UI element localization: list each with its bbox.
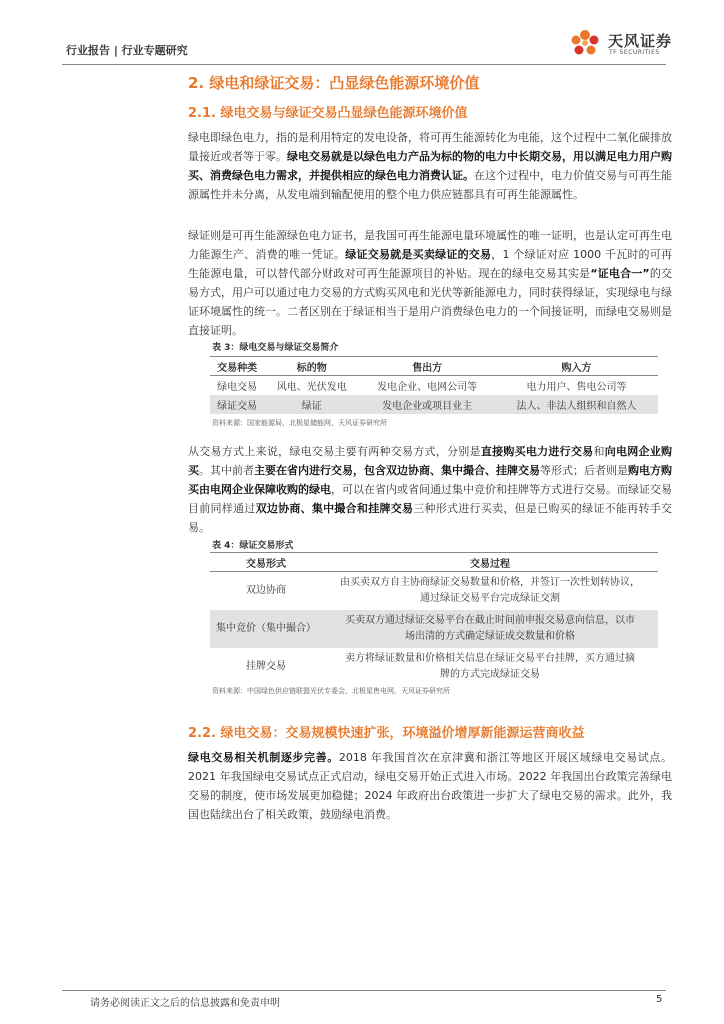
table-cell: 双边协商 — [246, 585, 286, 596]
paragraph-bold-text: 绿电交易相关机制逐步完善。 — [188, 751, 339, 764]
cell-line: 牌的方式完成绿证交易 — [440, 669, 540, 680]
footer-divider — [62, 990, 666, 991]
table3-caption: 表 3：绿电交易与绿证交易简介 — [212, 343, 339, 353]
table-cell: 电力用户、售电公司等 — [526, 382, 627, 393]
paragraph-text: 和 — [593, 445, 605, 458]
table-header-cell: 交易种类 — [210, 357, 264, 376]
table4-source: 资料来源：中国绿色供应链联盟光伏专委会，北极星售电网，天风证券研究所 — [212, 687, 450, 695]
table-row — [210, 376, 658, 396]
table-row — [210, 395, 658, 414]
paragraph-bold-text: 购电方购买由电网企业保障收购的绿电 — [188, 464, 672, 496]
table-header-cell: 交易形式 — [210, 553, 322, 572]
table-cell: 挂牌交易 — [246, 661, 286, 672]
table-row — [210, 648, 658, 686]
table-cell: 集中竞价（集中撮合） — [210, 610, 322, 648]
table-cell: 绿电交易 — [217, 382, 258, 393]
table4-certificate-trading-forms — [210, 552, 658, 686]
table-cell: 绿证交易 — [210, 395, 264, 414]
paragraph-text: 三种形式进行买卖，但是已购买的绿证不能再转手交易。 — [188, 502, 673, 534]
page-number: 5 — [656, 994, 663, 1005]
paragraph-bold-text: 绿证交易就是买卖绿证的交易 — [345, 248, 492, 261]
cell-line: 买卖双方通过绿证交易平台在截止时间前申报交易意向信息，以市 — [345, 615, 635, 626]
section-heading: 2. 绿电和绿证交易：凸显绿色能源环境价值 — [188, 74, 480, 92]
paragraph-text: 的交易方式，用户可以通过电力交易的方式购买风电和光伏等新能源电力，同时获得绿证，实现绿电与绿证环境属性的统一。二者区别在于绿证相当于是用户消费绿色电力的一个间接证明，而绿电交易则是直接证明。 — [188, 267, 673, 337]
paragraph-trading-methods — [188, 442, 672, 537]
table-header-cell: 售出方 — [359, 357, 495, 376]
table-row — [210, 572, 658, 611]
table-header-cell: 标的物 — [264, 357, 359, 376]
paragraph-text: 绿电即绿色电力，指的是利用特定的发电设备，将可再生能源转化为电能，这个过程中二氧化碳排放量接近或者等于零。 — [188, 131, 672, 163]
logo-flower-icon — [566, 26, 604, 60]
footer-disclaimer: 请务必阅读正文之后的信息披露和免责申明 — [90, 998, 280, 1009]
table-header-cell: 购入方 — [495, 357, 658, 376]
table-cell — [322, 572, 658, 611]
paragraph-bold-text: 直接购买电力进行交易 — [480, 445, 594, 458]
cell-line: 由买卖双方自主协商绿证交易数量和价格，并签订一次性划转协议， — [340, 577, 640, 588]
logo-chinese-name: 天风证券 — [608, 32, 673, 50]
table-cell — [322, 610, 658, 648]
table3-green-trading-intro — [210, 356, 658, 414]
table-cell: 发电企业、电网公司等 — [377, 382, 478, 393]
cell-line: 卖方将绿证数量和价格相关信息在绿证交易平台挂牌，买方通过摘 — [345, 653, 635, 664]
paragraph-bold-text: 向电网企业购买 — [188, 445, 673, 477]
table3-source: 资料来源：国家能源局，北极星储能网，天风证券研究所 — [212, 419, 387, 427]
paragraph-bold-text: “证电合一” — [590, 267, 650, 280]
paragraph-bold-text: 双边协商、集中撮合和挂牌交易 — [255, 502, 414, 515]
table-header-cell: 交易过程 — [322, 553, 658, 572]
logo-english-name: TF SECURITIES — [609, 49, 660, 56]
subsection-heading-2-1: 2.1. 绿电交易与绿证交易凸显绿色能源环境价值 — [188, 106, 468, 121]
subsection-heading-2-2: 2.2. 绿电交易：交易规模快速扩张，环境溢价增厚新能源运营商收益 — [188, 726, 585, 741]
paragraph-bold-text: 绿电交易就是以绿色电力产品为标的物的电力中长期交易，用以满足电力用户购买、消费绿色电力需求，并提供相应的绿色电力消费认证。 — [188, 150, 672, 182]
paragraph-text: ，1 个绿证对应 1000 千瓦时的可再生能源电量，可以替代部分财政对可再生能源项目的补贴。现在的绿电交易其实是 — [188, 248, 673, 280]
paragraph-bold-text: 主要在省内进行交易，包含双边协商、集中撮合、挂牌交易 — [254, 464, 540, 477]
table-cell — [322, 648, 658, 686]
paragraph-text: ，可以在省内或省间通过集中竞价和挂牌等方式进行交易。而绿证交易目前同样通过 — [188, 483, 672, 515]
paragraph-green-certificate — [188, 226, 672, 340]
table-cell: 风电、光伏发电 — [276, 382, 347, 393]
header-divider — [62, 64, 666, 65]
table-cell: 发电企业或项目业主 — [359, 395, 495, 414]
table-cell: 绿证 — [264, 395, 359, 414]
paragraph-mechanism — [188, 748, 672, 824]
table-header-row — [210, 357, 658, 376]
paragraph-text: 在这个过程中，电力价值交易与可再生能源属性并未分离，从发电端到输配使用的整个电力供应链都具有可再生能源属性。 — [188, 169, 672, 201]
paragraph-green-power — [188, 128, 672, 204]
paragraph-text: 绿证则是可再生能源绿色电力证书，是我国可再生能源电量环境属性的唯一证明，也是认定可再生电力能源生产、消费的唯一凭证。 — [188, 229, 672, 261]
table-cell: 法人、非法人组织和自然人 — [495, 395, 658, 414]
table-header-row — [210, 553, 658, 572]
table4-caption: 表 4：绿证交易形式 — [212, 541, 294, 551]
cell-line: 场出清的方式确定绿证成交数量和价格 — [405, 631, 575, 642]
company-logo — [566, 26, 676, 60]
report-category: 行业报告 | 行业专题研究 — [66, 44, 188, 57]
paragraph-text: 等形式；后者则是 — [540, 464, 628, 477]
table-row — [210, 610, 658, 648]
paragraph-text: 从交易方式上来说，绿电交易主要有两种交易方式，分别是 — [188, 445, 481, 458]
cell-line: 通过绿证交易平台完成绿证交割 — [420, 593, 560, 604]
paragraph-text: 。其中前者 — [199, 464, 254, 477]
paragraph-text: 2018 年我国首次在京津冀和浙江等地区开展区域绿电交易试点。2021 年我国绿电交易试点正式启动，绿电交易开始正式进入市场。2022 年我国出台政策完善绿电交易的制度，使市场发展更加稳健；2024 年政府出台政策进一步扩大了绿电交易的需求。此外，我国也陆续出台了相关政策，鼓励绿电消费。 — [188, 751, 672, 821]
